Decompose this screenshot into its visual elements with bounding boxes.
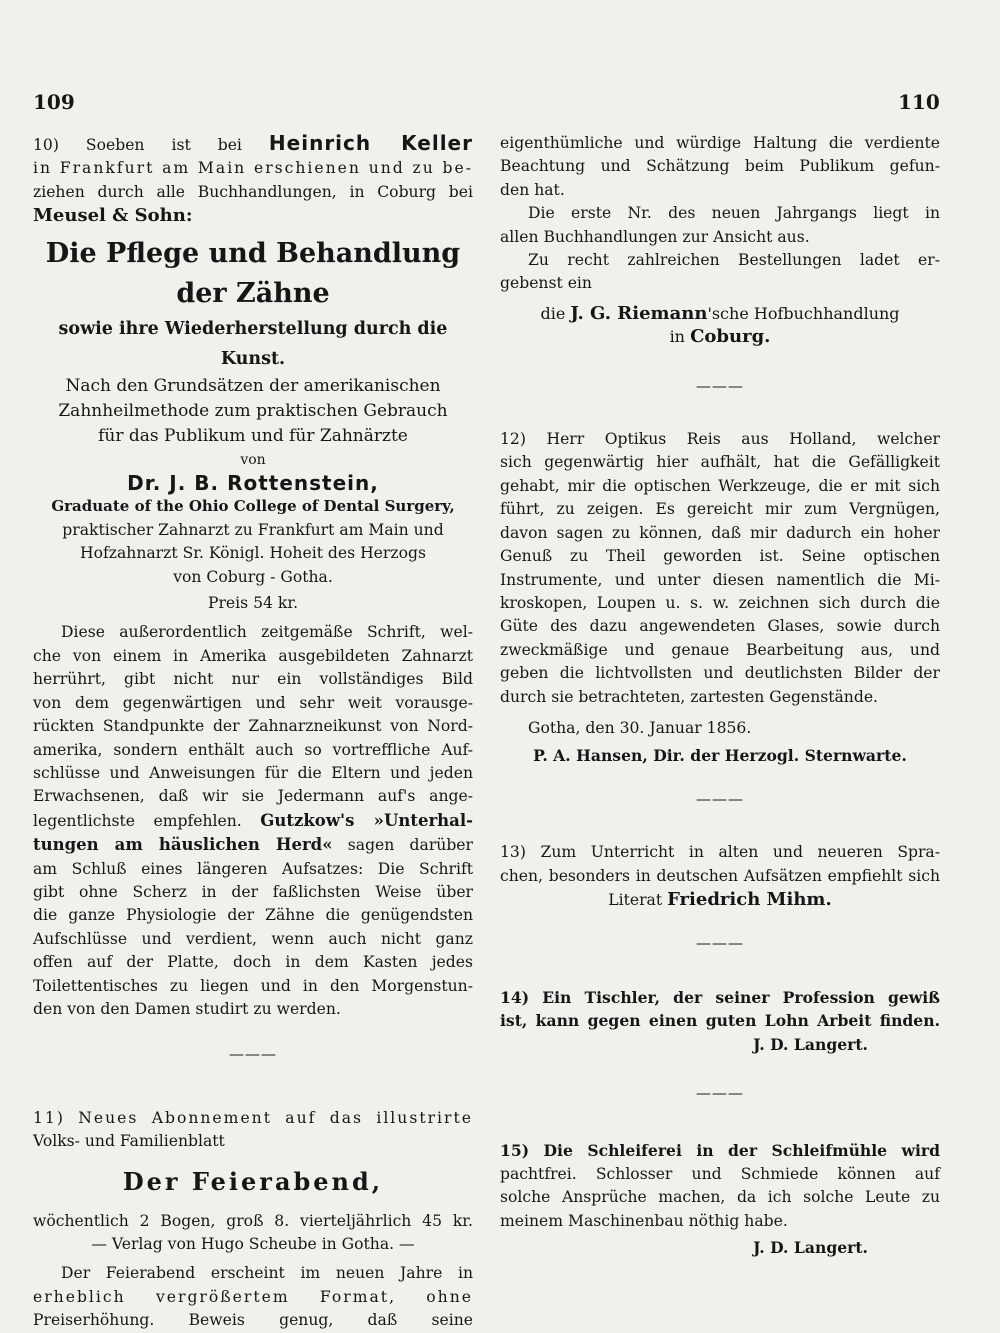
- ad11-line: Preiserhöhung. Beweis genug, daß seine: [33, 1311, 473, 1330]
- cont-line: den hat.: [500, 180, 565, 199]
- body-line: che von einem in Amerika ausgebildeten Zahnarzt: [33, 646, 473, 665]
- section-divider: ———: [696, 789, 744, 808]
- section-divider: ———: [229, 1045, 277, 1064]
- section-divider: ———: [696, 934, 744, 953]
- ad12-line: geben die lichtvollsten und deutlichsten Bilder der: [500, 664, 940, 683]
- ad13-line: Literat Friedrich Mihm.: [608, 888, 832, 910]
- publisher-name: Heinrich Keller: [268, 131, 473, 155]
- body-line: am Schluß eines längeren Aufsatzes: Die Schrift: [33, 859, 473, 878]
- right-column: [500, 132, 940, 1259]
- book-sub-line: Zahnheilmethode zum praktischen Gebrauch: [58, 400, 448, 421]
- cont-line: Zu recht zahlreichen Bestellungen ladet er-: [528, 251, 940, 270]
- author-line: praktischer Zahnarzt zu Frankfurt am Main und: [62, 520, 444, 539]
- ad15-line: pachtfrei. Schlosser und Schmiede können auf: [500, 1164, 940, 1183]
- ad14-line: ist, kann gegen einen guten Lohn Arbeit finden.: [500, 1011, 940, 1031]
- ad15-signature: J. D. Langert.: [753, 1238, 868, 1258]
- ad15-line: 15) Die Schleiferei in der Schleifmühle wird: [500, 1141, 940, 1161]
- bookseller-name: Meusel & Sohn:: [33, 205, 193, 227]
- cont-line: Beachtung und Schätzung beim Publikum gefun-: [500, 157, 940, 176]
- body-line: Erwachsenen, daß wir sie Jedermann auf's ange-: [33, 787, 473, 806]
- tutor-name: Friedrich Mihm.: [667, 888, 832, 910]
- ad12-line: Genuß zu Theil geworden ist. Seine optischen: [500, 547, 940, 566]
- body-line: rückten Standpunkte der Zahnarzneikunst von Nord-: [33, 717, 473, 736]
- body-line: schlüsse und Anweisungen für die Eltern und jeden: [33, 763, 473, 782]
- ad11-line: — Verlag von Hugo Scheube in Gotha. —: [91, 1235, 415, 1253]
- ad10-line: ziehen durch alle Buchhandlungen, in Coburg bei: [33, 182, 473, 201]
- author-name: Dr. J. B. Rottenstein,: [127, 471, 379, 496]
- body-line: herrührt, gibt nicht nur ein vollständiges Bild: [33, 670, 473, 689]
- ad12-line: Güte des dazu angewendeten Glases, sowie durch: [500, 617, 940, 636]
- body-line: Toilettentisches zu liegen und in den Morgenstun-: [33, 976, 473, 995]
- ad12-line: davon sagen zu können, daß mir dadurch ein hoher: [500, 523, 940, 542]
- author-credential: Graduate of the Ohio College of Dental Surgery,: [51, 497, 455, 516]
- ad12-line: kroskopen, Loupen u. s. w. zeichnen sich durch die: [500, 593, 940, 612]
- ad13-line: 13) Zum Unterricht in alten und neueren Spra-: [500, 843, 940, 862]
- ad12-signature: P. A. Hansen, Dir. der Herzogl. Sternwarte.: [533, 746, 907, 766]
- price: Preis 54 kr.: [207, 594, 299, 613]
- ad12-line: Instrumente, und unter diesen namentlich die Mi-: [500, 570, 940, 589]
- ad10-line: 10) Soeben ist bei Heinrich Keller: [33, 131, 473, 155]
- page-number-left: 109: [33, 90, 75, 114]
- ad11-line: Volks- und Familienblatt: [33, 1132, 225, 1151]
- book-title: Die Pflege und Behandlung der Zähne: [45, 237, 461, 309]
- book-sub-line: für das Publikum und für Zahnärzte: [98, 425, 408, 446]
- ad11-line: 11) Neues Abonnement auf das illustrirte: [33, 1108, 473, 1127]
- ad10-line: in Frankfurt am Main erschienen und zu be-: [33, 159, 473, 178]
- cont-line: Die erste Nr. des neuen Jahrgangs liegt in: [528, 204, 940, 223]
- ad12-line: 12) Herr Optikus Reis aus Holland, welcher: [500, 430, 940, 449]
- body-line: von dem gegenwärtigen und sehr weit vorausge-: [33, 693, 473, 712]
- ad12-line: führt, zu zeigen. Es gereicht mir zum Vergnügen,: [500, 500, 940, 519]
- bookshop-signature: die J. G. Riemann'sche Hofbuchhandlung: [540, 302, 900, 324]
- body-line: Diese außerordentlich zeitgemäße Schrift, wel-: [61, 623, 473, 642]
- ad12-date: Gotha, den 30. Januar 1856.: [528, 718, 752, 737]
- author-line: von Coburg - Gotha.: [173, 567, 333, 586]
- ad10-body: [33, 621, 473, 1021]
- bookshop-signature: in Coburg.: [669, 326, 771, 348]
- body-line: tungen am häuslichen Herd« sagen darüber: [33, 835, 473, 855]
- ad12-line: zweckmäßige und genaue Bearbeitung aus, und: [500, 640, 940, 659]
- body-line: gibt ohne Scherz in der faßlichsten Weise über: [33, 882, 473, 901]
- section-divider: ———: [696, 1084, 744, 1102]
- cont-line: gebenst ein: [500, 274, 592, 293]
- author-line: Hofzahnarzt Sr. Königl. Hoheit des Herzogs: [80, 544, 426, 563]
- ad14-line: 14) Ein Tischler, der seiner Profession gewiß: [500, 987, 940, 1007]
- magazine-title: Der Feierabend,: [122, 1166, 384, 1196]
- ad12-line: gehabt, mir die optischen Werkzeuge, die er mit sich: [500, 476, 940, 495]
- body-line: offen auf der Platte, doch in dem Kasten jedes: [33, 953, 473, 972]
- section-divider: ———: [696, 376, 744, 395]
- ad15-line: meinem Maschinenbau nöthig habe.: [500, 1211, 788, 1230]
- ad11-line: erheblich vergrößertem Format, ohne: [33, 1287, 473, 1306]
- ad12-line: sich gegenwärtig hier aufhält, hat die Gefälligkeit: [500, 453, 940, 472]
- body-line: Aufschlüsse und verdient, wenn auch nicht ganz: [33, 929, 473, 948]
- body-line: die ganze Physiologie der Zähne die genügendsten: [33, 906, 473, 925]
- cont-line: eigenthümliche und würdige Haltung die verdiente: [500, 134, 940, 152]
- left-column: [33, 132, 473, 1333]
- magazine-name: tungen am häuslichen Herd«: [33, 835, 333, 855]
- ad13-line: chen, besonders in deutschen Aufsätzen empfiehlt sich: [500, 866, 940, 885]
- magazine-name: Gutzkow's »Unterhal-: [260, 810, 473, 830]
- ad11-line: wöchentlich 2 Bogen, groß 8. vierteljährlich 45 kr.: [33, 1211, 473, 1230]
- book-subtitle: sowie ihre Wiederherstellung durch die Kunst.: [58, 318, 448, 369]
- ad14-signature: J. D. Langert.: [753, 1034, 868, 1054]
- book-sub-line: Nach den Grundsätzen der amerikanischen: [65, 375, 441, 396]
- ad12-line: durch sie betrachteten, zartesten Gegenstände.: [500, 687, 879, 706]
- cont-line: allen Buchhandlungen zur Ansicht aus.: [500, 227, 810, 246]
- page-number-right: 110: [898, 90, 940, 114]
- body-line: den von den Damen studirt zu werden.: [33, 999, 341, 1018]
- body-line: amerika, sondern enthält auch so vortreffliche Auf-: [33, 740, 473, 759]
- body-line: legentlichste empfehlen. Gutzkow's »Unterhal-: [33, 810, 473, 830]
- ad15-line: solche Ansprüche machen, da ich solche Leute zu: [500, 1188, 940, 1207]
- ad11-line: Der Feierabend erscheint im neuen Jahre in: [61, 1264, 473, 1283]
- by-word: von: [240, 451, 266, 468]
